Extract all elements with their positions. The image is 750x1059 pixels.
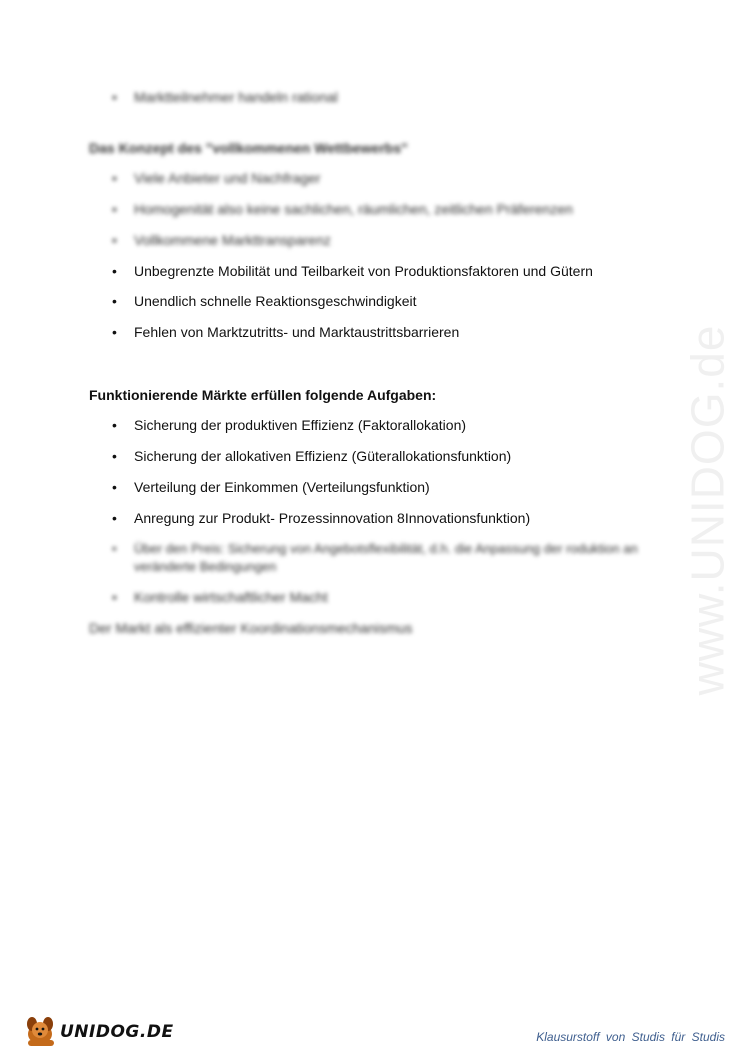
bullet-marker: • <box>112 201 117 217</box>
bullet-marker: • <box>112 417 117 433</box>
bullet-marker: • <box>112 232 117 248</box>
list-item-text: Unbegrenzte Mobilität und Teilbarkeit von Produktionsfaktoren und Gütern <box>134 263 593 279</box>
list-item-text: Anregung zur Produkt- Prozessinnovation 8Innovationsfunktion) <box>134 510 531 526</box>
bullet-marker: • <box>112 510 117 526</box>
bullet-marker: • <box>112 448 117 464</box>
bullet-marker: • <box>112 589 117 605</box>
intro-bullet-text: Marktteilnehmer handeln rational <box>134 89 338 105</box>
section1-heading: Das Konzept des "vollkommenen Wettbewerbs" <box>89 140 408 156</box>
bullet-marker: • <box>112 324 117 340</box>
list-item-text: Homogenität also keine sachlichen, räumlichen, zeitlichen Präferenzen <box>134 201 573 217</box>
list-item-text: Viele Anbieter und Nachfrager <box>134 170 321 186</box>
list-item-text: Fehlen von Marktzutritts- und Marktaustrittsbarrieren <box>134 324 460 340</box>
watermark <box>682 280 732 740</box>
list-item-text: Über den Preis: Sicherung von Angebotsflexibilität, d.h. die Anpassung der roduktion an veränderte Bedingungen <box>134 541 638 574</box>
list-item-text: Kontrolle wirtschaftlicher Macht <box>134 589 328 605</box>
closing-paragraph: Der Markt als effizienter Koordinationsmechanismus <box>89 620 413 636</box>
list-item-text: Sicherung der allokativen Effizienz (Güterallokationsfunktion) <box>134 448 512 464</box>
bullet-marker: • <box>112 541 117 556</box>
watermark-text: www.UNIDOG.de <box>681 324 734 696</box>
dog-mascot-icon <box>22 1010 62 1050</box>
bullet-marker: • <box>112 170 117 186</box>
list-item-text: Unendlich schnelle Reaktionsgeschwindigkeit <box>134 293 417 309</box>
list-item-text: Vollkommene Markttransparenz <box>134 232 331 248</box>
logo-text: UNIDOG.DE <box>60 1022 174 1042</box>
bullet-marker: • <box>112 479 117 495</box>
bullet-marker: • <box>112 89 117 105</box>
list-item-text: Sicherung der produktiven Effizienz (Faktorallokation) <box>134 417 467 433</box>
footer-tagline: Klausurstoff von Studis für Studis <box>536 1030 725 1044</box>
section2-heading: Funktionierende Märkte erfüllen folgende Aufgaben: <box>89 387 437 403</box>
bullet-marker: • <box>112 293 117 309</box>
unidog-logo <box>22 1010 174 1050</box>
list-item-text: Verteilung der Einkommen (Verteilungsfunktion) <box>134 479 430 495</box>
bullet-marker: • <box>112 263 117 279</box>
